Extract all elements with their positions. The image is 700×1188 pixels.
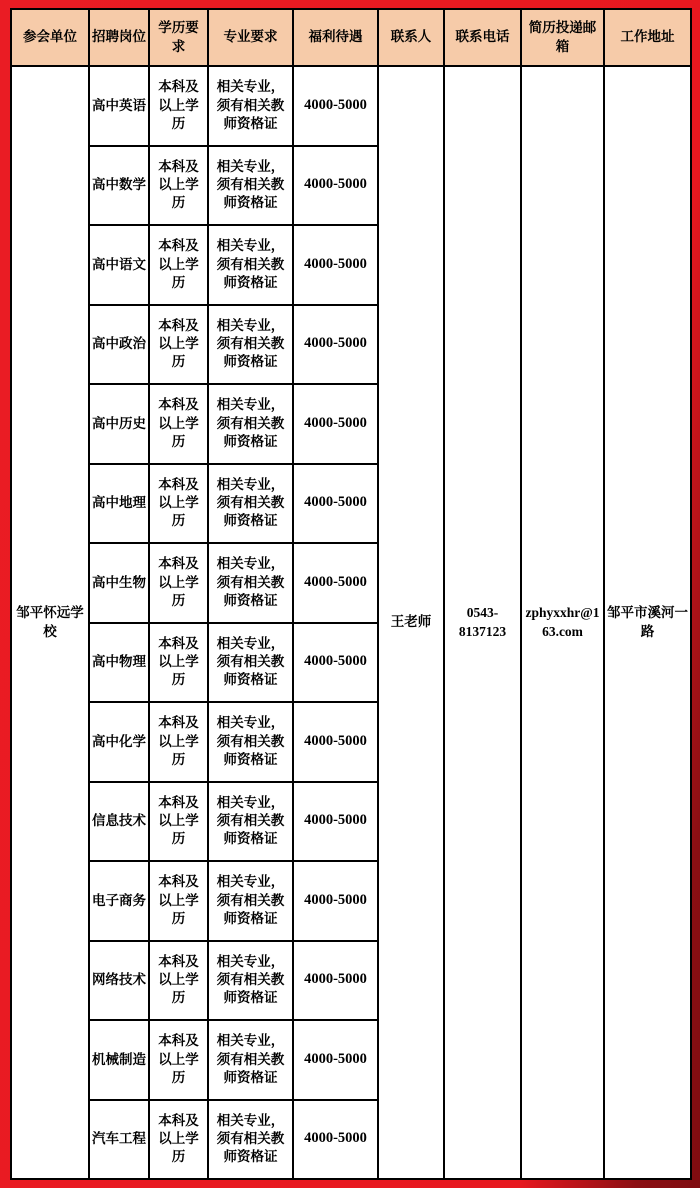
table-header bbox=[11, 9, 691, 66]
unit-cell: 邹平怀远学校 bbox=[11, 66, 89, 1179]
major-cell: 相关专业，须有相关教师资格证 bbox=[208, 1020, 293, 1100]
education-cell: 本科及以上学历 bbox=[149, 305, 208, 385]
contact-person-cell: 王老师 bbox=[378, 66, 444, 1179]
header-resume-email: 简历投递邮箱 bbox=[521, 9, 604, 66]
salary-cell: 4000-5000 bbox=[293, 782, 378, 862]
salary-cell: 4000-5000 bbox=[293, 146, 378, 226]
education-cell: 本科及以上学历 bbox=[149, 1100, 208, 1180]
header-row bbox=[11, 9, 691, 66]
position-cell: 机械制造 bbox=[89, 1020, 149, 1100]
position-cell: 高中化学 bbox=[89, 702, 149, 782]
education-cell: 本科及以上学历 bbox=[149, 464, 208, 544]
major-cell: 相关专业，须有相关教师资格证 bbox=[208, 384, 293, 464]
education-cell: 本科及以上学历 bbox=[149, 225, 208, 305]
header-work-address: 工作地址 bbox=[604, 9, 691, 66]
major-cell: 相关专业，须有相关教师资格证 bbox=[208, 464, 293, 544]
education-cell: 本科及以上学历 bbox=[149, 782, 208, 862]
header-contact-phone: 联系电话 bbox=[444, 9, 521, 66]
salary-cell: 4000-5000 bbox=[293, 66, 378, 146]
education-cell: 本科及以上学历 bbox=[149, 861, 208, 941]
salary-cell: 4000-5000 bbox=[293, 861, 378, 941]
contact-email-cell: zphyxxhr@163.com bbox=[521, 66, 604, 1179]
education-cell: 本科及以上学历 bbox=[149, 543, 208, 623]
position-cell: 高中语文 bbox=[89, 225, 149, 305]
education-cell: 本科及以上学历 bbox=[149, 384, 208, 464]
table-row bbox=[11, 66, 691, 146]
major-cell: 相关专业，须有相关教师资格证 bbox=[208, 941, 293, 1021]
table-body bbox=[11, 66, 691, 1179]
position-cell: 电子商务 bbox=[89, 861, 149, 941]
salary-cell: 4000-5000 bbox=[293, 1020, 378, 1100]
work-address-cell: 邹平市溪河一路 bbox=[604, 66, 691, 1179]
major-cell: 相关专业，须有相关教师资格证 bbox=[208, 782, 293, 862]
header-education: 学历要求 bbox=[149, 9, 208, 66]
salary-cell: 4000-5000 bbox=[293, 543, 378, 623]
major-cell: 相关专业，须有相关教师资格证 bbox=[208, 146, 293, 226]
header-unit: 参会单位 bbox=[11, 9, 89, 66]
salary-cell: 4000-5000 bbox=[293, 305, 378, 385]
major-cell: 相关专业，须有相关教师资格证 bbox=[208, 225, 293, 305]
position-cell: 高中生物 bbox=[89, 543, 149, 623]
major-cell: 相关专业，须有相关教师资格证 bbox=[208, 66, 293, 146]
major-cell: 相关专业，须有相关教师资格证 bbox=[208, 702, 293, 782]
salary-cell: 4000-5000 bbox=[293, 384, 378, 464]
position-cell: 汽车工程 bbox=[89, 1100, 149, 1180]
salary-cell: 4000-5000 bbox=[293, 225, 378, 305]
major-cell: 相关专业，须有相关教师资格证 bbox=[208, 861, 293, 941]
salary-cell: 4000-5000 bbox=[293, 623, 378, 703]
major-cell: 相关专业，须有相关教师资格证 bbox=[208, 1100, 293, 1180]
position-cell: 信息技术 bbox=[89, 782, 149, 862]
recruitment-table bbox=[10, 8, 692, 1180]
education-cell: 本科及以上学历 bbox=[149, 702, 208, 782]
position-cell: 高中历史 bbox=[89, 384, 149, 464]
salary-cell: 4000-5000 bbox=[293, 702, 378, 782]
education-cell: 本科及以上学历 bbox=[149, 623, 208, 703]
education-cell: 本科及以上学历 bbox=[149, 66, 208, 146]
position-cell: 高中地理 bbox=[89, 464, 149, 544]
salary-cell: 4000-5000 bbox=[293, 464, 378, 544]
position-cell: 高中政治 bbox=[89, 305, 149, 385]
salary-cell: 4000-5000 bbox=[293, 1100, 378, 1180]
position-cell: 高中物理 bbox=[89, 623, 149, 703]
major-cell: 相关专业，须有相关教师资格证 bbox=[208, 305, 293, 385]
header-position: 招聘岗位 bbox=[89, 9, 149, 66]
education-cell: 本科及以上学历 bbox=[149, 1020, 208, 1100]
contact-phone-cell: 0543-8137123 bbox=[444, 66, 521, 1179]
education-cell: 本科及以上学历 bbox=[149, 941, 208, 1021]
major-cell: 相关专业，须有相关教师资格证 bbox=[208, 543, 293, 623]
education-cell: 本科及以上学历 bbox=[149, 146, 208, 226]
header-major: 专业要求 bbox=[208, 9, 293, 66]
position-cell: 网络技术 bbox=[89, 941, 149, 1021]
header-salary: 福利待遇 bbox=[293, 9, 378, 66]
position-cell: 高中数学 bbox=[89, 146, 149, 226]
major-cell: 相关专业，须有相关教师资格证 bbox=[208, 623, 293, 703]
position-cell: 高中英语 bbox=[89, 66, 149, 146]
salary-cell: 4000-5000 bbox=[293, 941, 378, 1021]
header-contact-person: 联系人 bbox=[378, 9, 444, 66]
poster-frame bbox=[10, 8, 690, 1180]
